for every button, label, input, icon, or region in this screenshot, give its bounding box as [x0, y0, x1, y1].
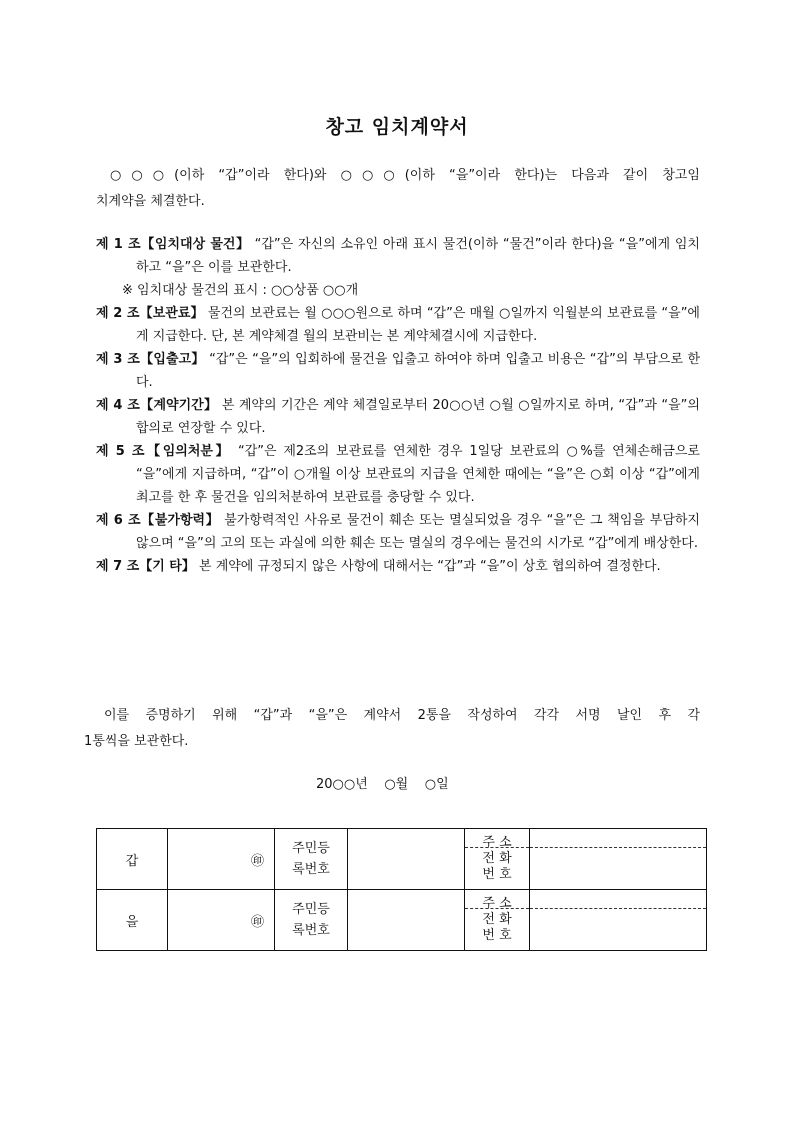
article-4-heading: 제 4 조【계약기간】	[96, 398, 218, 413]
party-a-row	[97, 829, 707, 890]
article-6	[96, 509, 700, 555]
article-7-body: 본 계약에 규정되지 않은 사항에 대해서는 “갑”과 “을”이 상호 협의하여 결정한다.	[199, 559, 661, 574]
closing-line-2: 1통씩을 보관한다.	[84, 734, 189, 749]
phone-label-1: 전 화	[482, 912, 512, 927]
document-title: 창고 임치계약서	[325, 116, 469, 138]
phone-label-2: 번 호	[482, 928, 512, 943]
article-3-heading: 제 3 조【입출고】	[96, 352, 205, 367]
party-b-contact-labels	[465, 890, 530, 951]
intro-line-2: 치계약을 체결한다.	[96, 194, 205, 209]
party-b-row	[97, 890, 707, 951]
dashed-divider	[530, 908, 706, 909]
party-a-id-label	[275, 829, 348, 890]
party-b-id-value[interactable]	[348, 890, 465, 951]
closing-paragraph	[84, 703, 700, 755]
seal-icon: ㊞	[250, 914, 264, 930]
article-1	[96, 233, 700, 279]
closing-line-1: 이를 증명하기 위해 “갑”과 “을”은 계약서 2통을 작성하여 각각 서명 날인 후 각	[104, 708, 700, 723]
article-4-body: 본 계약의 기간은 계약 체결일로부터 20○○년 ○월 ○일까지로 하며, “갑”과 “을”의 합의로 연장할 수 있다.	[136, 398, 700, 436]
party-b-contact-value[interactable]	[530, 890, 707, 951]
phone-label-2: 번 호	[482, 867, 512, 882]
dashed-divider	[465, 847, 529, 848]
phone-label-1: 전 화	[482, 851, 512, 866]
party-a-contact-labels	[465, 829, 530, 890]
party-a-label: 갑	[97, 829, 168, 890]
address-label: 주 소	[482, 896, 512, 911]
article-2-body: 물건의 보관료는 월 ○○○원으로 하며 “갑”은 매월 ○일까지 익월분의 보관료를 “을”에게 지급한다. 단, 본 계약체결 월의 보관비는 본 계약체결시에 지급한다.	[136, 306, 700, 344]
intro-line-1: ○○○(이하 “갑”이라 한다)와 ○○○(이하 “을”이라 한다)는 다음과 같이 창고임	[110, 168, 700, 183]
article-5	[96, 440, 700, 509]
article-7	[96, 555, 700, 578]
id-label-line-1: 주민등	[292, 902, 330, 917]
articles-section	[96, 233, 700, 578]
party-b-seal-cell[interactable]	[168, 890, 275, 951]
article-1-heading: 제 1 조【임치대상 물건】	[96, 237, 250, 252]
article-5-body: “갑”은 제2조의 보관료를 연체한 경우 1일당 보관료의 ○%를 연체손해금으로 “을”에게 지급하며, “갑”이 ○개월 이상 보관료의 지급을 연체한 때에는 “을”은 ○회 이상 “갑”에게 최고를 한 후 물건을 임의처분하여 보관료를 충당할 수 있다.	[136, 444, 700, 505]
dashed-divider	[530, 847, 706, 848]
party-b-id-label	[275, 890, 348, 951]
intro-paragraph	[96, 163, 700, 215]
article-1-note: ※ 임치대상 물건의 표시 : ○○상품 ○○개	[122, 283, 359, 298]
article-6-body: 불가항력적인 사유로 물건이 훼손 또는 멸실되었을 경우 “을”은 그 책임을 부담하지 않으며 “을”의 고의 또는 과실에 의한 훼손 또는 멸실의 경우에는 물건의 시가로 “갑”에게 배상한다.	[136, 513, 700, 551]
article-2-heading: 제 2 조【보관료】	[96, 306, 204, 321]
article-7-heading: 제 7 조【기 타】	[96, 559, 195, 574]
article-1-body: “갑”은 자신의 소유인 아래 표시 물건(이하 “물건”이라 한다)을 “을”에게 임치하고 “을”은 이를 보관한다.	[136, 237, 700, 275]
id-label-line-1: 주민등	[292, 841, 330, 856]
address-label: 주 소	[482, 835, 512, 850]
article-3-body: “갑”은 “을”의 입회하에 물건을 입출고 하여야 하며 입출고 비용은 “갑”의 부담으로 한다.	[136, 352, 700, 390]
party-a-id-value[interactable]	[348, 829, 465, 890]
article-3	[96, 348, 700, 394]
signature-table	[96, 828, 707, 951]
contract-date: 20○○년 ○월 ○일	[316, 777, 449, 792]
article-4	[96, 394, 700, 440]
article-2	[96, 302, 700, 348]
party-a-contact-value[interactable]	[530, 829, 707, 890]
seal-icon: ㊞	[250, 853, 264, 869]
article-5-heading: 제 5 조【임의처분】	[96, 444, 232, 459]
party-a-seal-cell[interactable]	[168, 829, 275, 890]
party-b-label: 을	[97, 890, 168, 951]
article-6-heading: 제 6 조【불가항력】	[96, 513, 220, 528]
id-label-line-2: 록번호	[292, 923, 330, 938]
id-label-line-2: 록번호	[292, 862, 330, 877]
dashed-divider	[465, 908, 529, 909]
